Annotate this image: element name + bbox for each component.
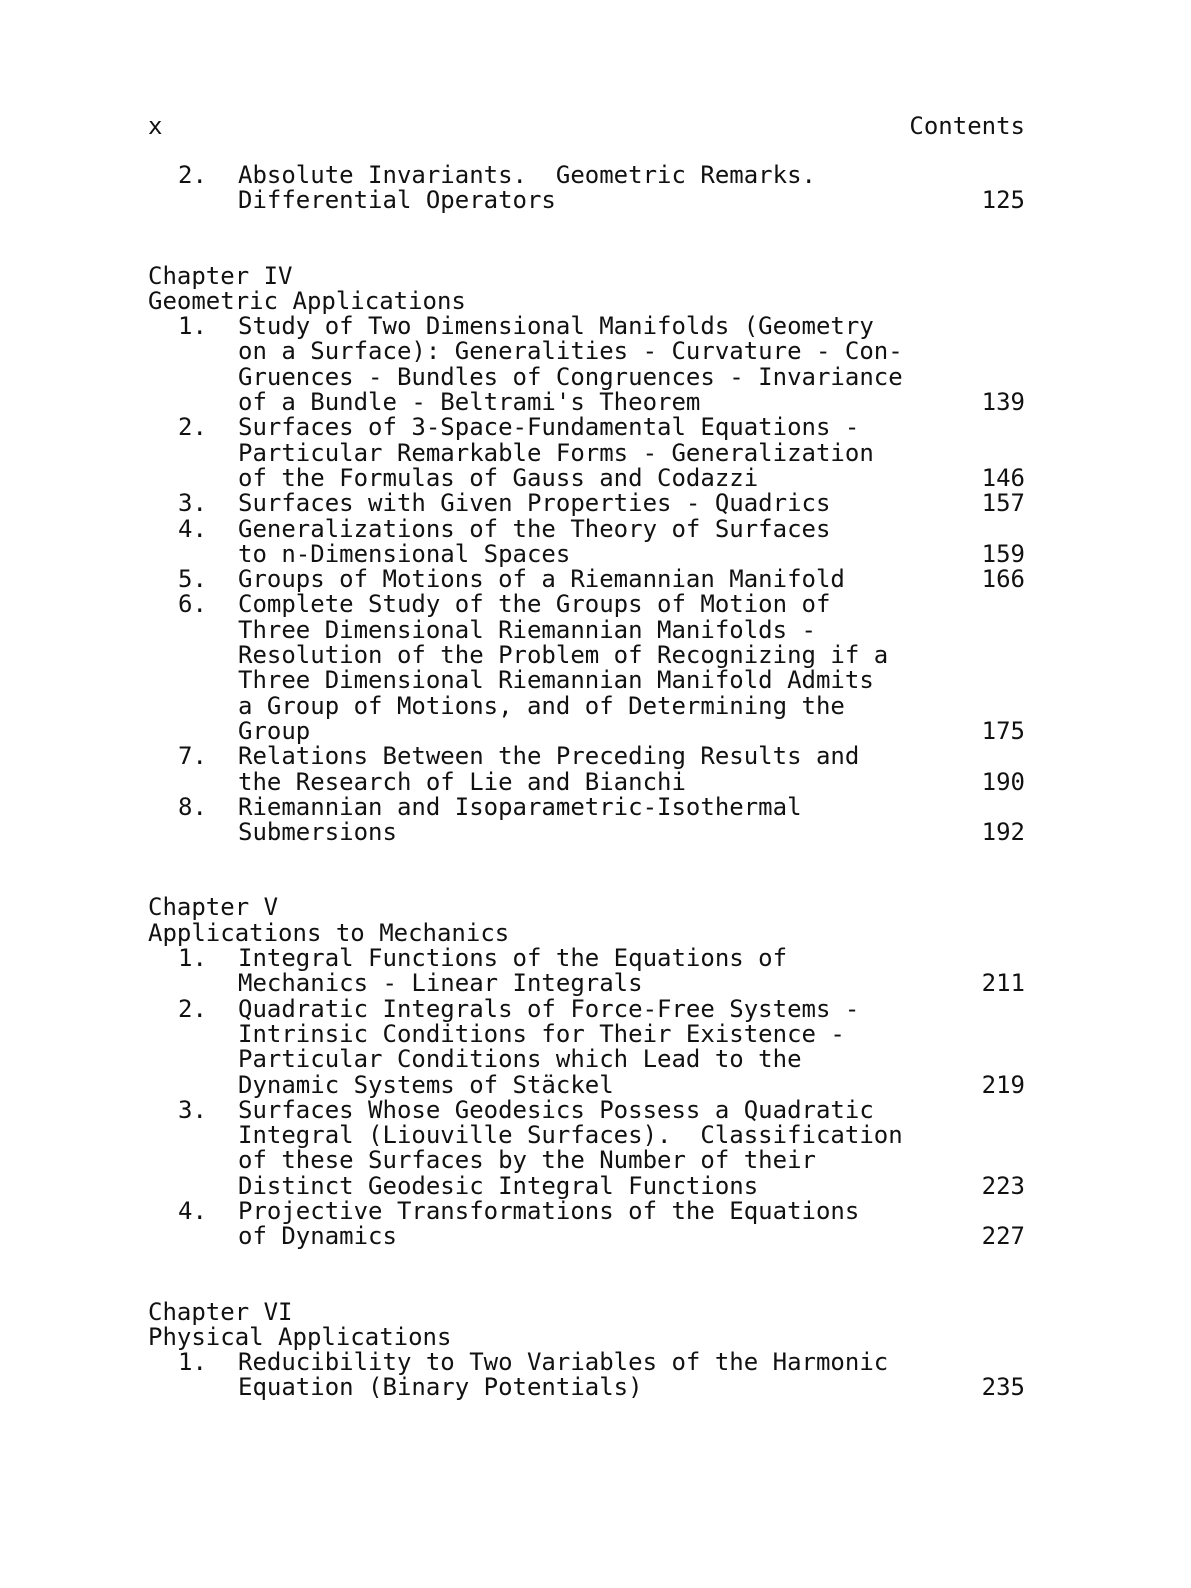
toc-entry-line: [148, 514, 1025, 543]
toc-entry: [148, 314, 1025, 415]
entry-page-number: 219: [981, 1070, 1025, 1099]
toc-entry: [148, 1196, 1025, 1251]
toc-entry-line: [148, 971, 1025, 996]
toc-entry-line: [148, 820, 1025, 845]
chapter-label: Chapter V: [148, 893, 279, 922]
entry-title: Dynamic Systems of Stäckel: [238, 1070, 614, 1099]
entry-title: Three Dimensional Riemannian Manifold Admits: [238, 666, 874, 695]
toc-entry-line: [148, 1070, 1025, 1099]
toc-entry-line: [148, 1196, 1025, 1225]
entry-title: Groups of Motions of a Riemannian Manifold: [238, 565, 845, 594]
entry-title: Mechanics - Linear Integrals: [238, 969, 643, 998]
toc-entry-line: [148, 1095, 1025, 1124]
entry-page-number: 159: [981, 539, 1025, 568]
entry-title: Relations Between the Preceding Results and: [238, 742, 860, 771]
entry-title: Group: [238, 716, 311, 745]
entry-title: Gruences - Bundles of Congruences - Invariance: [238, 362, 903, 391]
toc-entry: [148, 946, 1025, 997]
entry-page-number: 235: [981, 1373, 1025, 1402]
toc-entry: [148, 592, 1025, 744]
entry-number: 3.: [178, 489, 207, 518]
entry-title: Quadratic Integrals of Force-Free Systems -: [238, 994, 860, 1023]
toc-entry-line: [148, 1148, 1025, 1173]
running-title: Contents: [909, 112, 1025, 140]
toc-entry-line: [148, 1350, 1025, 1375]
toc-entry-line: [148, 792, 1025, 821]
entry-page-number: 125: [981, 186, 1025, 215]
entry-title: Surfaces with Given Properties - Quadrics: [238, 489, 831, 518]
entry-title: a Group of Motions, and of Determining the: [238, 691, 845, 720]
toc-entry-line: [148, 415, 1025, 440]
toc-entry-line: [148, 946, 1025, 971]
chapter-title: Geometric Applications: [148, 286, 466, 315]
entry-page-number: 175: [981, 716, 1025, 745]
entry-page-number: 211: [981, 969, 1025, 998]
toc-entry-line: [148, 1375, 1025, 1400]
toc-entry: [148, 567, 1025, 592]
chapter-title-line: [148, 918, 1025, 947]
entry-number: 2.: [178, 413, 207, 442]
entry-title: Differential Operators: [238, 186, 556, 215]
entry-title: to n-Dimensional Spaces: [238, 539, 571, 568]
toc-entry: [148, 792, 1025, 847]
entry-title: of the Formulas of Gauss and Codazzi: [238, 463, 759, 492]
entry-number: 4.: [178, 1196, 207, 1225]
toc-entry-line: [148, 163, 1025, 188]
table-of-contents: [148, 163, 1025, 1401]
chapter-label: Chapter IV: [148, 261, 293, 290]
toc-entry: [148, 1350, 1025, 1401]
entry-number: 7.: [178, 742, 207, 771]
entry-title: Particular Remarkable Forms - Generalization: [238, 438, 874, 467]
toc-entry: [148, 514, 1025, 568]
entry-title: Projective Transformations of the Equations: [238, 1196, 860, 1225]
entry-page-number: 139: [981, 388, 1025, 417]
toc-entry-line: [148, 1047, 1025, 1072]
entry-number: 1.: [178, 312, 207, 341]
toc-entry-line: [148, 339, 1025, 364]
toc-entry-line: [148, 362, 1025, 391]
toc-entry-line: [148, 668, 1025, 693]
toc-entry-line: [148, 1224, 1025, 1249]
entry-title: Riemannian and Isoparametric-Isothermal: [238, 792, 802, 821]
chapter-heading: [148, 261, 1025, 290]
toc-entry-line: [148, 1171, 1025, 1200]
entry-page-number: 166: [981, 565, 1025, 594]
entry-title: Intrinsic Conditions for Their Existence -: [238, 1019, 845, 1048]
entry-number: 3.: [178, 1095, 207, 1124]
toc-entry-line: [148, 643, 1025, 668]
toc-entry-line: [148, 539, 1025, 568]
entry-title: Distinct Geodesic Integral Functions: [238, 1171, 759, 1200]
toc-entry-line: [148, 767, 1025, 796]
spacer: [148, 845, 1025, 895]
entry-title: the Research of Lie and Bianchi: [238, 767, 686, 796]
entry-number: 5.: [178, 565, 207, 594]
toc-entry: [148, 1095, 1025, 1200]
toc-entry: [148, 994, 1025, 1099]
toc-entry-line: [148, 716, 1025, 745]
toc-entry-line: [148, 691, 1025, 720]
entry-number: 4.: [178, 514, 207, 543]
toc-entry: [148, 415, 1025, 491]
entry-page-number: 227: [981, 1222, 1025, 1251]
entry-title: Study of Two Dimensional Manifolds (Geometry: [238, 312, 874, 341]
page-header: [148, 112, 1025, 140]
toc-entry-line: [148, 390, 1025, 415]
chapter-heading: [148, 895, 1025, 920]
entry-title: of a Bundle - Beltrami's Theorem: [238, 388, 701, 417]
entry-page-number: 146: [981, 463, 1025, 492]
toc-entry-line: [148, 592, 1025, 617]
entry-title: Equation (Binary Potentials): [238, 1373, 643, 1402]
chapter-title: Applications to Mechanics: [148, 918, 510, 947]
toc-entry-line: [148, 1019, 1025, 1048]
entry-number: 1.: [178, 944, 207, 973]
page-folio: x: [148, 112, 163, 140]
toc-entry-line: [148, 744, 1025, 769]
entry-number: 2.: [178, 994, 207, 1023]
toc-entry: [148, 744, 1025, 795]
entry-number: 8.: [178, 792, 207, 821]
chapter-title: Physical Applications: [148, 1322, 452, 1351]
entry-page-number: 157: [981, 489, 1025, 518]
chapter-title-line: [148, 1322, 1025, 1351]
entry-title: Integral (Liouville Surfaces). Classification: [238, 1121, 903, 1150]
entry-title: Submersions: [238, 818, 397, 847]
entry-title: Surfaces Whose Geodesics Possess a Quadratic: [238, 1095, 874, 1124]
entry-page-number: 190: [981, 767, 1025, 796]
spacer: [148, 214, 1025, 264]
toc-entry-line: [148, 1123, 1025, 1148]
chapter-title-line: [148, 286, 1025, 315]
toc-entry: [148, 163, 1025, 214]
toc-entry-line: [148, 567, 1025, 592]
entry-title: Resolution of the Problem of Recognizing if a: [238, 641, 889, 670]
spacer: [148, 1250, 1025, 1300]
entry-title: of Dynamics: [238, 1222, 397, 1251]
toc-entry-line: [148, 994, 1025, 1023]
toc-entry-line: [148, 491, 1025, 516]
toc-entry-line: [148, 188, 1025, 213]
entry-number: 2.: [178, 161, 207, 189]
entry-title: Integral Functions of the Equations of: [238, 944, 788, 973]
entry-number: 1.: [178, 1348, 207, 1377]
chapter-label: Chapter VI: [148, 1297, 293, 1326]
toc-entry-line: [148, 314, 1025, 339]
entry-page-number: 192: [981, 818, 1025, 847]
entry-title: Generalizations of the Theory of Surfaces: [238, 514, 831, 543]
entry-title: Surfaces of 3-Space-Fundamental Equations -: [238, 413, 860, 442]
entry-title: on a Surface): Generalities - Curvature - Con-: [238, 337, 903, 366]
entry-title: Three Dimensional Riemannian Manifolds -: [238, 615, 816, 644]
chapter-heading: [148, 1297, 1025, 1326]
toc-entry-line: [148, 438, 1025, 467]
toc-entry: [148, 491, 1025, 516]
entry-title: Complete Study of the Groups of Motion of: [238, 590, 831, 619]
entry-title: Particular Conditions which Lead to the: [238, 1045, 802, 1074]
entry-title: Reducibility to Two Variables of the Harmonic: [238, 1348, 889, 1377]
entry-title: Absolute Invariants. Geometric Remarks.: [238, 161, 816, 189]
entry-page-number: 223: [981, 1171, 1025, 1200]
entry-title: of these Surfaces by the Number of their: [238, 1146, 816, 1175]
toc-entry-line: [148, 615, 1025, 644]
entry-number: 6.: [178, 590, 207, 619]
toc-entry-line: [148, 463, 1025, 492]
